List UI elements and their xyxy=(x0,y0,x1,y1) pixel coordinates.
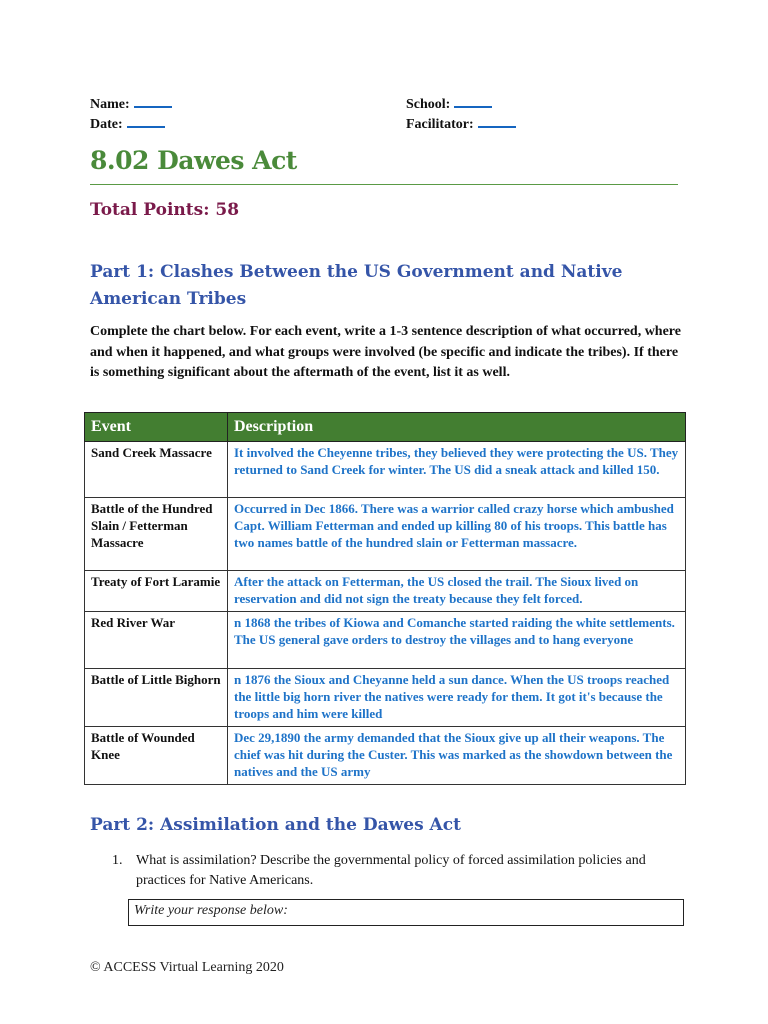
copyright-footer: © ACCESS Virtual Learning 2020 xyxy=(90,960,284,975)
event-cell: Battle of the Hundred Slain / Fetterman Massacre xyxy=(85,498,228,571)
table-header-row xyxy=(85,413,686,442)
events-table xyxy=(84,412,686,785)
title-divider xyxy=(90,184,678,185)
description-cell[interactable]: n 1868 the tribes of Kiowa and Comanche started raiding the white settlements. The US general gave orders to destroy the villages and to hang everyone xyxy=(228,612,686,669)
table-row xyxy=(85,669,686,727)
date-field xyxy=(90,114,172,134)
part1-instructions: Complete the chart below. For each event, write a 1-3 sentence description of what occurred, where and when it happened, and what groups were involved (be specific and indicate the tribes). If there is something significant about the aftermath of the event, list it as well. xyxy=(90,324,681,380)
page-title: 8.02 Dawes Act xyxy=(90,146,297,175)
event-cell: Red River War xyxy=(85,612,228,669)
part2-heading: Part 2: Assimilation and the Dawes Act xyxy=(90,815,461,835)
name-blank-input[interactable] xyxy=(134,94,172,108)
event-cell: Battle of Wounded Knee xyxy=(85,727,228,785)
part1-heading-line1: Part 1: Clashes Between the US Government and Native xyxy=(90,262,623,282)
column-header-description: Description xyxy=(228,413,686,442)
event-cell: Sand Creek Massacre xyxy=(85,442,228,498)
column-header-event: Event xyxy=(85,413,228,442)
part1-heading xyxy=(90,259,690,313)
header-left-column xyxy=(90,94,172,134)
table-row xyxy=(85,498,686,571)
facilitator-field xyxy=(406,114,516,134)
date-blank-input[interactable] xyxy=(127,114,165,128)
description-cell[interactable]: After the attack on Fetterman, the US closed the trail. The Sioux lived on reservation and did not sign the treaty because they felt forced. xyxy=(228,571,686,612)
question-number: 1. xyxy=(112,853,123,868)
description-cell[interactable]: Dec 29,1890 the army demanded that the Sioux give up all their weapons. The chief was hit during the Custer. This was marked as the showdown between the natives and the US army xyxy=(228,727,686,785)
school-blank-input[interactable] xyxy=(454,94,492,108)
table-row xyxy=(85,442,686,498)
name-field xyxy=(90,94,172,114)
response-placeholder: Write your response below: xyxy=(134,903,288,918)
description-cell[interactable]: It involved the Cheyenne tribes, they believed they were protecting the US. They returned to Sand Creek for winter. The US did a sneak attack and killed 150. xyxy=(228,442,686,498)
description-cell[interactable]: n 1876 the Sioux and Cheyanne held a sun dance. When the US troops reached the little big horn river the natives were ready for them. It got it's because the troops and him were killed xyxy=(228,669,686,727)
table-row xyxy=(85,612,686,669)
header-right-column xyxy=(406,94,516,134)
date-label: Date: xyxy=(90,117,123,132)
question-text: What is assimilation? Describe the governmental policy of forced assimilation policies and practices for Native Americans. xyxy=(136,853,646,888)
event-cell: Battle of Little Bighorn xyxy=(85,669,228,727)
table-row xyxy=(85,727,686,785)
school-field xyxy=(406,94,516,114)
facilitator-blank-input[interactable] xyxy=(478,114,516,128)
part1-heading-line2: American Tribes xyxy=(90,289,247,309)
table-row xyxy=(85,571,686,612)
response-box[interactable] xyxy=(128,899,684,926)
event-cell: Treaty of Fort Laramie xyxy=(85,571,228,612)
facilitator-label: Facilitator: xyxy=(406,117,474,132)
school-label: School: xyxy=(406,97,451,112)
name-label: Name: xyxy=(90,97,130,112)
total-points: Total Points: 58 xyxy=(90,200,240,220)
description-cell[interactable]: Occurred in Dec 1866. There was a warrior called crazy horse which ambushed Capt. William Fetterman and ended up killing 80 of his troops. This battle has two names battle of the hundred slain or Fetterman massacre. xyxy=(228,498,686,571)
